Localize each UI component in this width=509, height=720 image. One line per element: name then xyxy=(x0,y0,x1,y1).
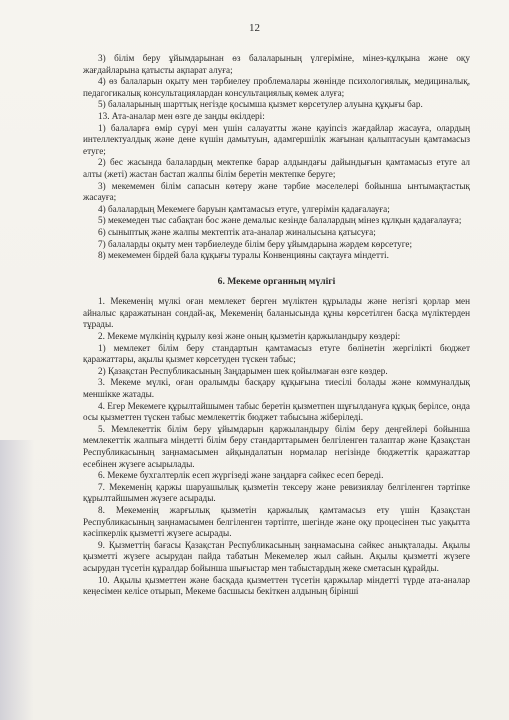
paragraph: 4) өз балаларын оқыту мен тәрбиелеу проблемалары жөнінде психологиялық, медициналық, педагогикалық консультациялардан консультациялық көмек алуға; xyxy=(83,76,470,98)
paragraph: 1. Мекеменің мүлкі оған мемлекет берген мүліктен құрылады және негізгі қорлар мен айналыс қаражатынан сондай-ақ, Мекеменің баланысында құны көрсетілген басқа мүліктерден тұрады. xyxy=(83,296,470,330)
paragraph: 5. Мемлекеттік білім беру ұйымдарын қаржыландыру білім беру деңгейлері бойынша мемлекеттік жалпыға міндетті білім беру стандарттарымен белгіленген талаптар және Қазақстан Республикасының заңнамасымен айқындалатын нормалар негізінде бюджеттік қаражаттар есебінен жүзеге асырылады. xyxy=(83,423,470,469)
paragraph: 4) балалардың Мекемеге баруын қамтамасыз етуге, үлгерімін қадағалауға; xyxy=(98,203,390,214)
paragraph: 4. Егер Мекемеге құрылтайшымен табыс беретін қызметпен шұғылдануға құқық берілсе, онда осы қызметтен түскен табыс мемлекеттік бюджет табысына жіберіледі. xyxy=(83,400,470,423)
page-number: 12 xyxy=(249,22,260,34)
paragraph: 10. Ақылы қызметтен және басқада қызметтен түсетін қаржылар міндетті түрде ата-аналар кеңесімен келісе отырып, Мекеме басшысы бекіткен алдының бірінші xyxy=(83,574,470,597)
paragraph: 2) Қазақстан Республикасының Заңдарымен шек қойылмаған өзге көздер. xyxy=(98,365,388,376)
rights-obligations-section xyxy=(83,53,470,262)
paragraph: 2) бес жасында балалардың мектепке барар алдындағы дайындығын қамтамасыз етуге ал алты (жеті) жастан бастап жалпы білім беретін мектепке беруге; xyxy=(83,157,470,179)
paragraph: 1) балаларға өмір сүруі мен үшін салауатты және қауіпсіз жағдайлар жасауға, олардың интеллектуалдық және дене күшін дамытуын, адамгершілік жағынан қалыптасуын қамтамасыз етуге; xyxy=(83,122,470,156)
paragraph: 1) мемлекет білім беру стандартын қамтамасыз етуге бөлінетін жергілікті бюджет қаражаттары, ақылы қызмет көрсетуден түскен табыс; xyxy=(83,342,470,365)
paragraph: 7) балаларды оқыту мен тәрбиелеуде білім беру ұйымдарына жәрдем көрсетуге; xyxy=(98,238,413,249)
paragraph: 5) балаларының шарттық негізде қосымша қызмет көрсетулер алуына құқығы бар. xyxy=(98,99,423,110)
paragraph: 13. Ата-аналар мен өзге де заңды өкілдері: xyxy=(98,110,265,121)
document-body xyxy=(83,53,470,598)
paragraph: 8. Мекеменің жарғылық қызметін қаржылық қамтамасыз ету үшін Қазақстан Республикасының заңнамасымен белгіленген тәртіпте, шегінде және оқу процесінен тыс уақытта кәсіпкерлік қызметті жүзеге асырады. xyxy=(83,504,470,539)
paragraph: 8) мекемемен бірдей бала құқығы туралы Конвенцияны сақтауға міндетті. xyxy=(98,250,389,261)
paragraph: 7. Мекеменің қаржы шаруашылық қызметін тексеру және ревизиялау белгіленген тәртіпке құрылтайшымен жүзеге асырады. xyxy=(83,481,470,504)
paragraph: 9. Қызметтің бағасы Қазақстан Республикасының заңнамасына сәйкес анықталады. Ақылы қызметті жүзеге асырудан пайда табатын Мекемелер жыл сайын. Ақылы қызметті жүзеге асырудан түсетін құралдар бойынша шығыстар мен табыстардың жеке сметасын құрайды. xyxy=(83,539,470,573)
scan-edge-shadow xyxy=(0,440,34,720)
property-section xyxy=(83,296,470,597)
paragraph: 3. Мекеме мүлкі, оған оралымды басқару құқығына тиесілі болады және коммуналдық меншікке жатады. xyxy=(83,377,470,400)
paragraph: 3) білім беру ұйымдарынан өз балаларының үлгеріміне, мінез-құлқына және оқу жағдайларына қатысты ақпарат алуға; xyxy=(83,53,470,75)
paragraph: 6. Мекеме бухгалтерлік есеп жүргізеді және заңдарға сәйкес есеп береді. xyxy=(98,470,384,481)
section-heading: 6. Мекеме органның мүлігі xyxy=(217,275,336,287)
paragraph: 2. Мекеме мүлкінің құрылу көзі және оның қызметін қаржыландыру көздері: xyxy=(98,331,401,342)
paragraph: 6) сыныптық және жалпы мектептік ата-аналар жиналысына қатысуға; xyxy=(98,226,376,237)
paragraph: 3) мекемемен білім сапасын көтеру және тәрбие мәселелері бойынша ынтымақтастық жасауға; xyxy=(83,180,470,203)
paragraph: 5) мекемеден тыс сабақтан бос және демалыс кезінде балалардың мінез құлқын қадағалауға; xyxy=(98,215,462,226)
